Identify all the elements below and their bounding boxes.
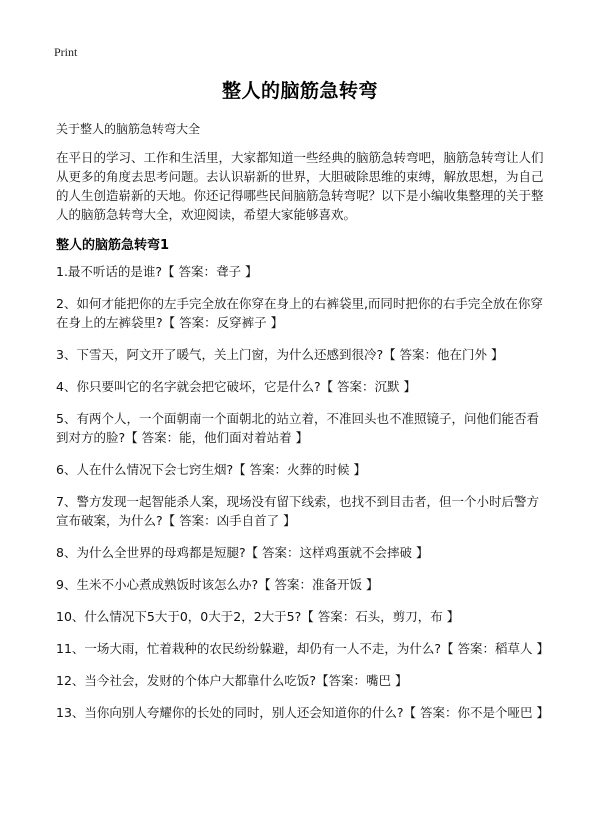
article-subtitle: 关于整人的脑筋急转弯大全	[56, 122, 201, 136]
qa-item: 3、下雪天，阿文开了暖气，关上门窗，为什么还感到很冷?【 答案：他在门外 】	[56, 347, 504, 362]
section-heading: 整人的脑筋急转弯1	[56, 238, 170, 253]
qa-list	[56, 262, 548, 735]
print-link[interactable]: Print	[54, 45, 78, 59]
intro-paragraph: 在平日的学习、工作和生活里，大家都知道一些经典的脑筋急转弯吧，脑筋急转弯让人们从更多的角度去思考问题。去认识崭新的世界，大胆破除思维的束缚，解放思想，为自己的人生创造崭新的天地。你还记得哪些民间脑筋急转弯呢？以下是小编收集整理的关于整人的脑筋急转弯大全，欢迎阅读，希望大家能够喜欢。	[56, 150, 544, 222]
qa-item: 8、为什么全世界的母鸡都是短腿?【 答案：这样鸡蛋就不会摔破 】	[56, 545, 429, 560]
qa-item: 6、人在什么情况下会七窍生烟?【 答案：火葬的时候 】	[56, 462, 367, 477]
qa-item: 4、你只要叫它的名字就会把它破坏，它是什么?【 答案：沉默 】	[56, 379, 417, 394]
qa-item: 9、生米不小心煮成熟饭时该怎么办?【 答案：准备开饭 】	[56, 577, 379, 592]
page-title: 整人的脑筋急转弯	[221, 80, 378, 102]
qa-item: 7、警方发现一起智能杀人案，现场没有留下线索，也找不到目击者，但一个小时后警方宣布破案，为什么?【 答案：凶手自首了 】	[56, 494, 539, 528]
qa-item: 12、当今社会，发财的个体户大都靠什么吃饭?【答案：嘴巴 】	[56, 673, 408, 688]
qa-item: 1.最不听话的是谁?【 答案：聋子 】	[56, 264, 258, 279]
qa-item: 11、一场大雨，忙着栽种的农民纷纷躲避，却仍有一人不走，为什么?【 答案：稻草人 】	[56, 641, 549, 656]
qa-item: 10、什么情况下5大于0，0大于2，2大于5?【 答案：石头，剪刀，布 】	[56, 609, 460, 624]
qa-item: 13、当你向别人夸耀你的长处的同时，别人还会知道你的什么?【 答案：你不是个哑巴 】	[56, 705, 549, 720]
qa-item: 5、有两个人，一个面朝南一个面朝北的站立着，不准回头也不准照镜子，问他们能否看到对方的脸?【 答案：能，他们面对着站着 】	[56, 411, 539, 445]
qa-item: 2、如何才能把你的左手完全放在你穿在身上的右裤袋里,而同时把你的右手完全放在你穿在身上的左裤袋里?【 答案：反穿裤子 】	[56, 296, 543, 330]
